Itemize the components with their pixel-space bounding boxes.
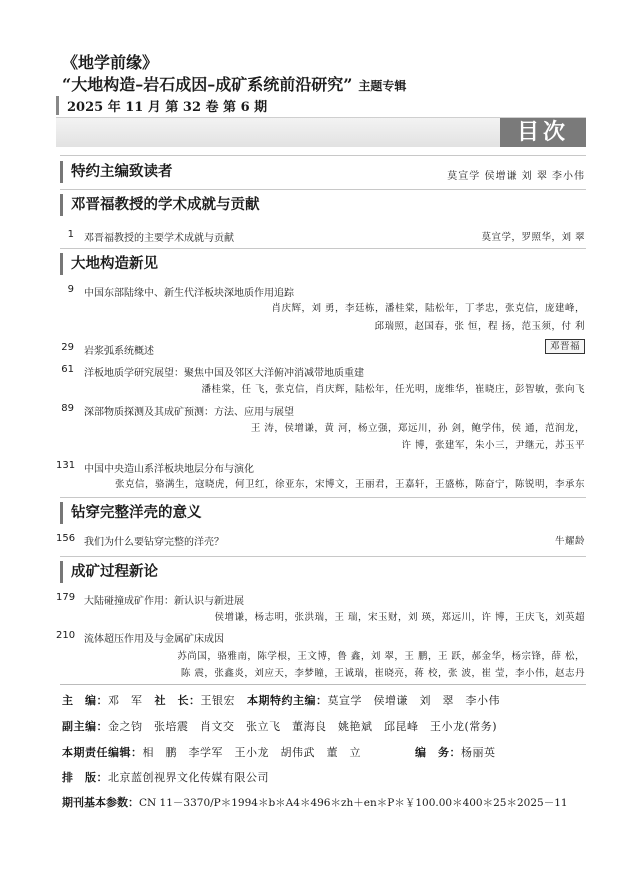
section-divider — [60, 248, 586, 249]
article-title: 大陆碰撞成矿作用：新认识与新进展 — [84, 596, 244, 607]
article-authors: 莫宣学，罗照华，刘 翠 — [481, 232, 585, 243]
article-authors — [545, 338, 585, 352]
section-heading: 大地构造新见 — [60, 253, 158, 275]
article-authors: 张克信，骆满生，寇晓虎，何卫红，徐亚东，宋博文，王丽君，王嘉轩，王盛栋，陈奋宁，陈锐明，李承东 — [114, 479, 585, 490]
value-guest-editors: 莫宣学 侯增谦 刘 翠 李小伟 — [327, 694, 500, 707]
label-typesetting: 排 版： — [62, 771, 108, 784]
special-issue-title — [62, 72, 406, 95]
masthead-row-responsible — [62, 744, 504, 760]
article-page: 89 — [61, 403, 74, 414]
label-responsible-editors: 本期责任编辑： — [62, 746, 143, 759]
article-title: 邓晋福教授的主要学术成就与贡献 — [84, 233, 234, 244]
special-issue-name: “大地构造–岩石成因–成矿系统前沿研究” — [62, 75, 353, 94]
label-president: 社 长： — [154, 694, 201, 707]
article-page: 29 — [61, 342, 74, 353]
article-page: 1 — [67, 229, 74, 240]
article-authors: 侯增谦，杨志明，张洪瑞，王 瑞，宋玉财，刘 瑛，郑远川，许 博，王庆飞，刘英超 — [214, 612, 585, 623]
section-divider — [60, 189, 586, 190]
article-page: 131 — [56, 460, 76, 471]
masthead-divider — [60, 684, 586, 685]
label-editorial-affairs: 编 务： — [415, 746, 461, 759]
section-divider — [60, 155, 586, 156]
label-deputy-editors: 副主编： — [62, 720, 108, 733]
article-title: 中国中央造山系洋板块地层分布与演化 — [84, 464, 254, 475]
article-authors: 肖庆辉，刘 勇，李廷栋，潘桂棠，陆松年，丁孝忠，张克信，庞建峰， — [271, 303, 585, 314]
value-president: 王银宏 — [200, 694, 235, 707]
article-page: 61 — [61, 364, 74, 375]
value-deputy-editors: 金之钧 张培震 肖文交 张立飞 董海良 姚艳斌 邱昆峰 王小龙(常务) — [108, 720, 498, 733]
masthead-row-editors — [62, 692, 508, 708]
value-chief-editor: 邓 军 — [108, 694, 143, 707]
section-heading: 特约主编致读者 — [60, 161, 173, 183]
article-page: 179 — [56, 592, 76, 603]
article-authors: 牛耀龄 — [554, 536, 585, 547]
label-chief-editor: 主 编： — [62, 694, 108, 707]
article-authors: 许 博，张建军，朱小三，尹继元，苏玉平 — [401, 440, 585, 451]
article-title: 我们为什么要钻穿完整的洋壳？ — [84, 537, 224, 548]
section-heading: 钻穿完整洋壳的意义 — [60, 502, 202, 524]
value-journal-parameters: CN 11－3370/P＊1994＊b＊A4＊496＊zh＋en＊P＊￥100.00＊400＊25＊2025－11 — [139, 797, 568, 809]
article-page: 9 — [67, 284, 74, 295]
article-authors: 潘桂棠，任 飞，张克信，肖庆辉，陆松年，任光明，庞维华，崔晓庄，彭智敏，张向飞 — [201, 384, 585, 395]
section-divider — [60, 497, 586, 498]
article-authors: 王 涛，侯增谦，黄 河，杨立强，郑远川，孙 剑，鲍学伟，侯 通，范润龙， — [250, 423, 585, 434]
value-responsible-editors: 相 鹏 李学军 王小龙 胡伟武 董 立 — [142, 746, 361, 759]
label-guest-editors: 本期特约主编： — [247, 694, 328, 707]
article-title: 流体超压作用及与金属矿床成因 — [84, 634, 224, 645]
journal-title: 《地学前缘》 — [62, 53, 159, 72]
article-page: 210 — [56, 630, 76, 641]
masthead-row-parameters — [62, 794, 576, 810]
article-title: 中国东部陆缘中、新生代洋板块深地质作用追踪 — [84, 288, 294, 299]
article-authors: 陈 震，张鑫炎，刘应天，李梦瞳，王诚瑞，崔晓亮，蒋 校，张 波，崔 莹，李小伟，赵志丹 — [180, 668, 585, 679]
label-journal-parameters: 期刊基本参数： — [62, 796, 139, 809]
article-page: 156 — [56, 533, 76, 544]
section-heading: 成矿过程新论 — [60, 561, 158, 583]
author-name-boxed: 邓晋福 — [545, 339, 585, 354]
section-heading: 邓晋福教授的学术成就与贡献 — [60, 194, 260, 216]
article-title: 岩浆弧系统概述 — [84, 346, 154, 357]
section-divider — [60, 556, 586, 557]
article-title: 洋板地质学研究展望：聚焦中国及邻区大洋俯冲消减带地质重建 — [84, 368, 364, 379]
section-authors: 莫宣学 侯增谦 刘 翠 李小伟 — [447, 171, 585, 182]
issue-info: 2025 年 11 月 第 32 卷 第 6 期 — [56, 96, 267, 115]
masthead-row-deputy — [62, 718, 505, 734]
toc-banner — [56, 117, 586, 147]
masthead-row-typesetting — [62, 769, 277, 785]
toc-title: 目次 — [500, 118, 586, 147]
article-authors: 邱瑞照，赵国春，张 恒，程 扬，范玉须，付 利 — [374, 321, 585, 332]
value-editorial-affairs: 杨丽英 — [461, 746, 496, 759]
article-authors: 苏尚国，骆雅南，陈学根，王文博，鲁 鑫，刘 翠，王 鹏，王 跃，郝金华，杨宗锋，薛 松， — [177, 651, 585, 662]
value-typesetting: 北京蓝创视界文化传媒有限公司 — [108, 771, 269, 784]
article-title: 深部物质探测及其成矿预测：方法、应用与展望 — [84, 407, 294, 418]
special-issue-tag: 主题专辑 — [358, 79, 407, 93]
